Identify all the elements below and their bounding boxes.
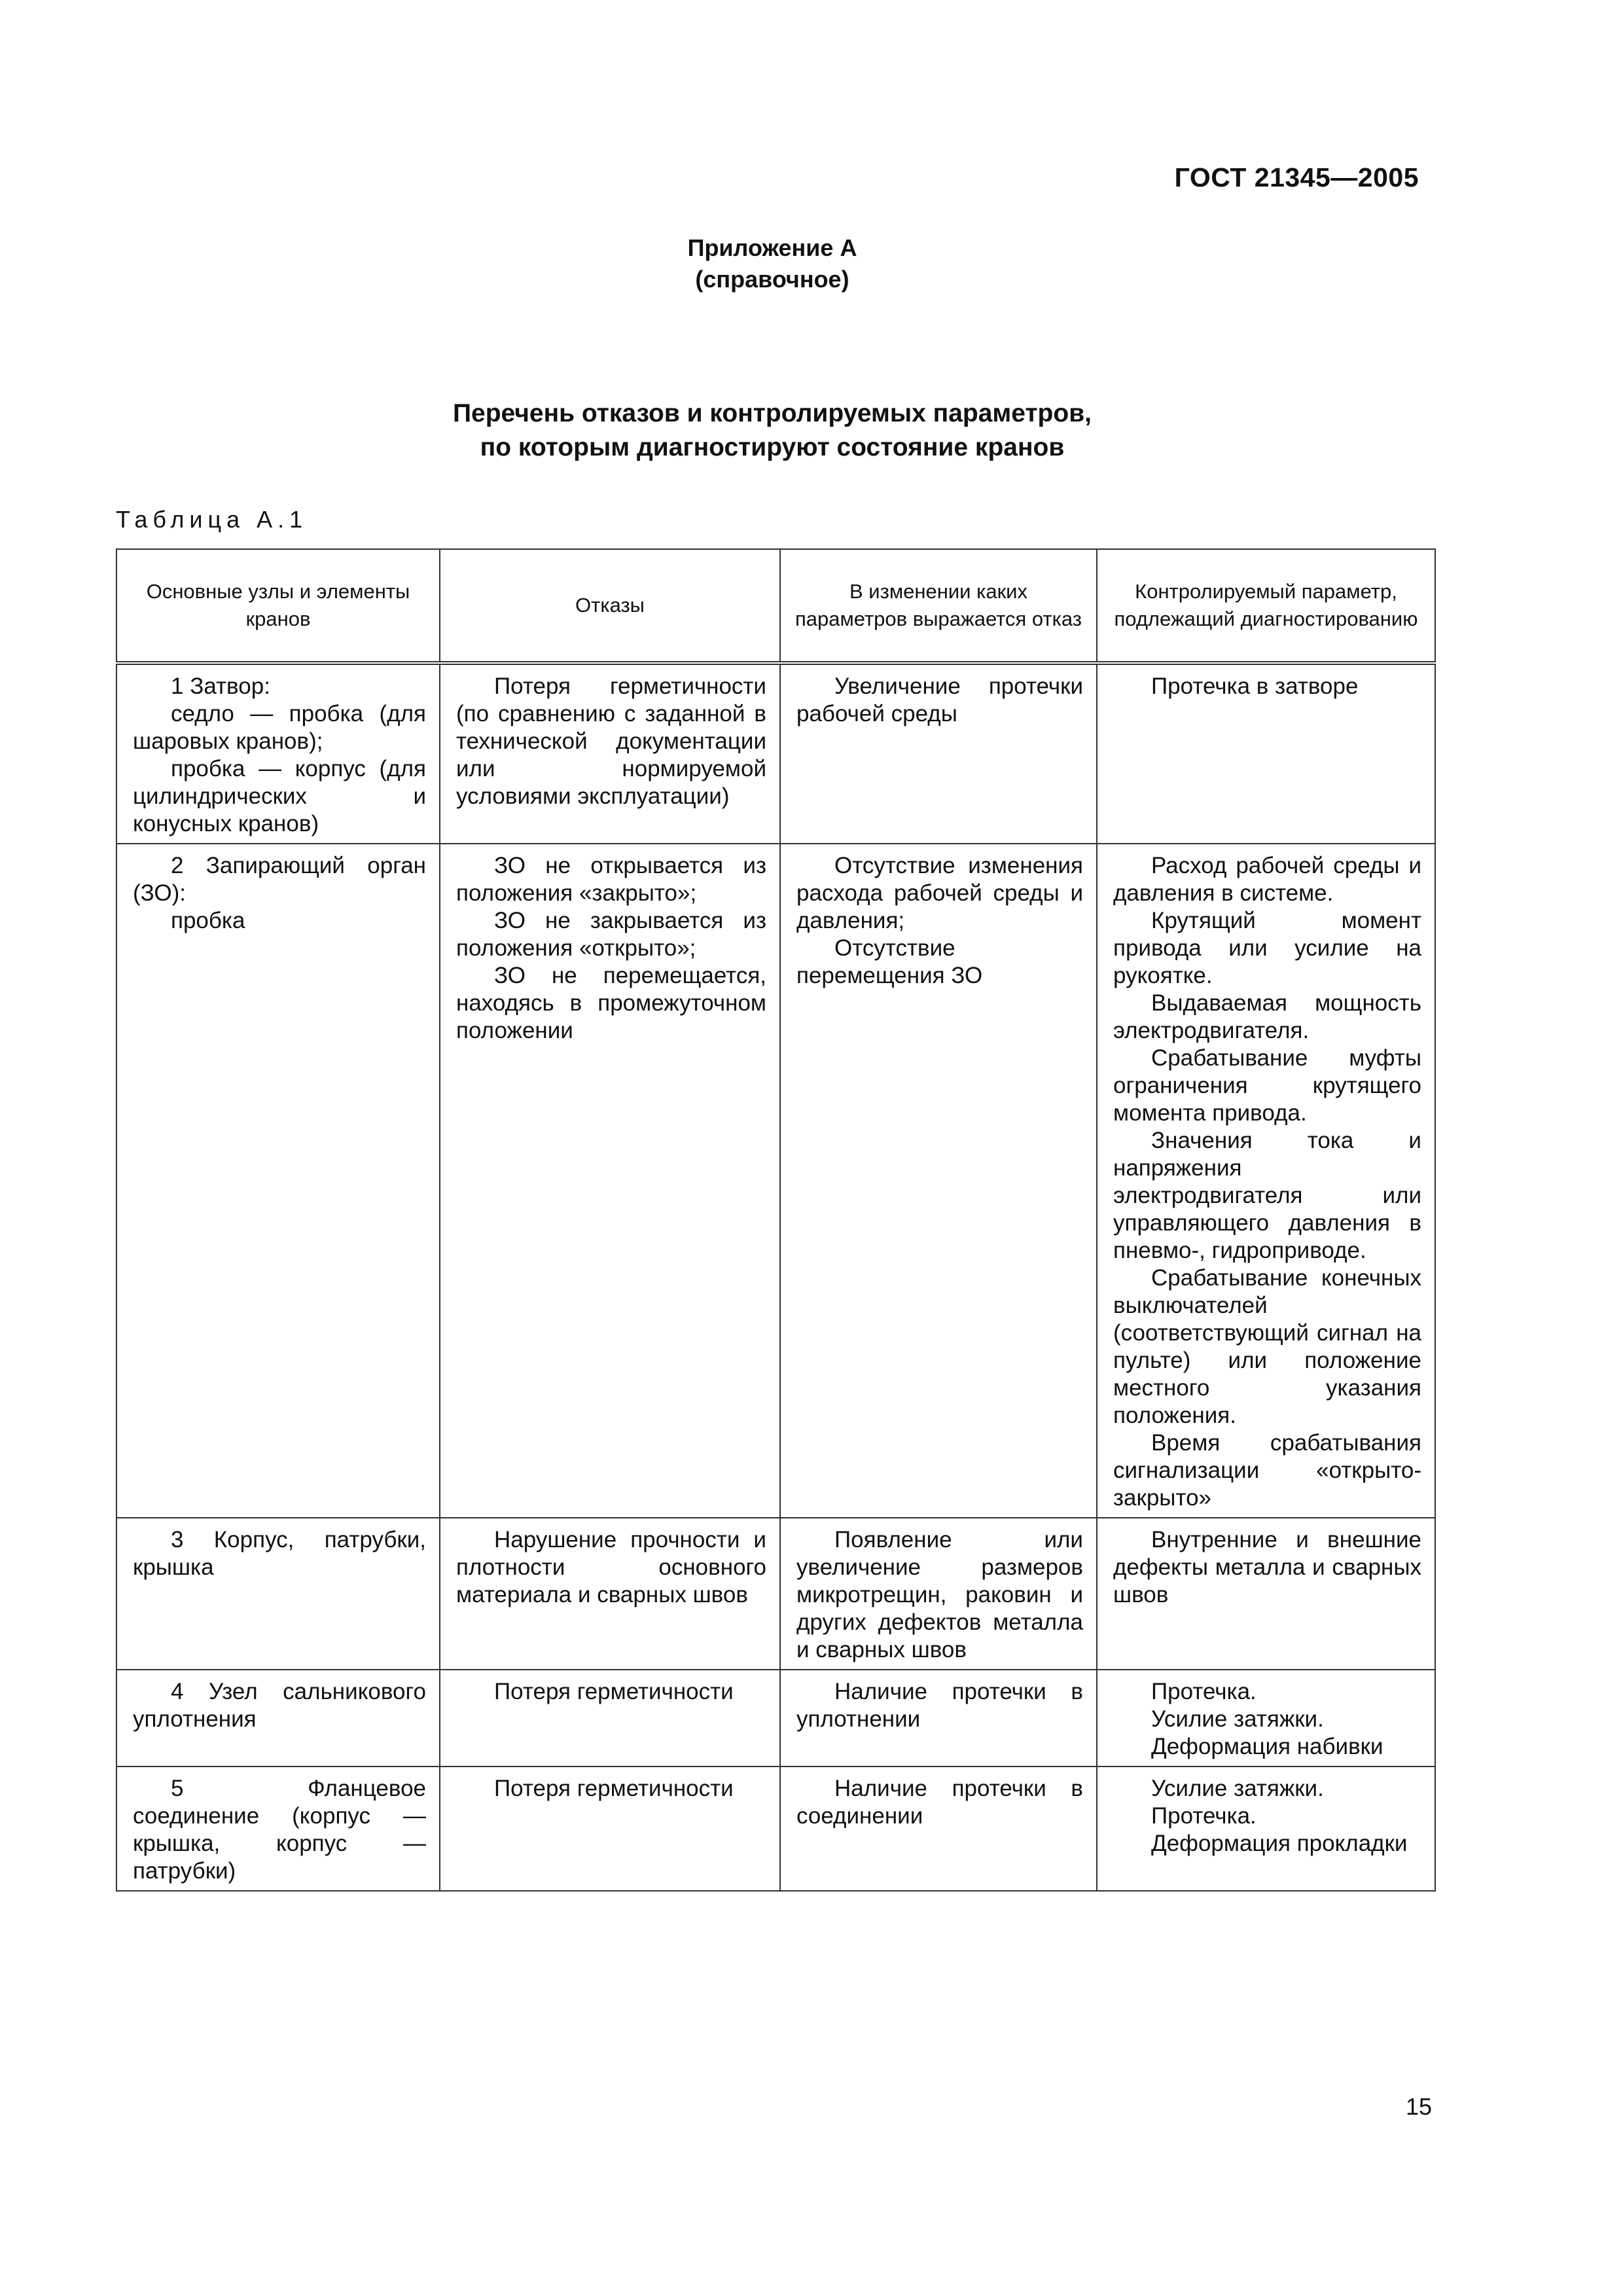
cell-paragraph: Наличие протечки в уплотнении bbox=[796, 1679, 1083, 1732]
cell-failures bbox=[440, 1767, 780, 1891]
cell-paragraph: Протечка. bbox=[1151, 1803, 1257, 1829]
cell-paragraph: Усилие затяжки. bbox=[1151, 1706, 1324, 1732]
cell-paragraph: Крутящий момент привода или усилие на рукоятке. bbox=[1113, 908, 1421, 988]
cell-paragraph: седло — пробка (для шаровых кранов); bbox=[133, 701, 426, 754]
cell-paragraph: Потеря герметичности bbox=[494, 1776, 734, 1801]
cell-parameter bbox=[1097, 1518, 1435, 1670]
table-row bbox=[116, 1670, 1435, 1767]
cell-paragraph: Деформация прокладки bbox=[1151, 1831, 1408, 1856]
cell-unit bbox=[116, 1518, 440, 1670]
cell-paragraph: Усилие затяжки. bbox=[1151, 1776, 1324, 1801]
table-header-row bbox=[116, 549, 1435, 663]
appendix-subtitle: (справочное) bbox=[695, 266, 849, 293]
cell-change bbox=[780, 663, 1097, 844]
cell-paragraph: 3 Корпус, патрубки, крышка bbox=[133, 1527, 426, 1580]
cell-failures bbox=[440, 844, 780, 1518]
cell-paragraph: 4 Узел сальникового уплотнения bbox=[133, 1679, 426, 1732]
header-parameter: Контролируемый параметр, подлежащий диагностированию bbox=[1097, 549, 1435, 663]
table-row bbox=[116, 1767, 1435, 1891]
table-heading-line-1: Перечень отказов и контролируемых параметров, bbox=[452, 399, 1092, 427]
cell-paragraph: Расход рабочей среды и давления в системе. bbox=[1113, 853, 1421, 906]
cell-paragraph: Протечка в затворе bbox=[1151, 673, 1359, 699]
cell-paragraph: 2 Запирающий орган (ЗО): bbox=[133, 853, 426, 906]
cell-paragraph: Потеря герметичности (по сравнению с заданной в технической документации или нормируемой условиями эксплуатации) bbox=[456, 673, 766, 809]
cell-unit bbox=[116, 1767, 440, 1891]
cell-unit bbox=[116, 844, 440, 1518]
cell-parameter bbox=[1097, 663, 1435, 844]
cell-paragraph: Отсутствие перемещения ЗО bbox=[796, 935, 983, 988]
header-failures: Отказы bbox=[440, 549, 780, 663]
cell-paragraph: Срабатывание конечных выключателей (соответствующий сигнал на пульте) или положение местного указания положения. bbox=[1113, 1265, 1421, 1428]
appendix-heading bbox=[0, 232, 1544, 295]
cell-change bbox=[780, 1518, 1097, 1670]
appendix-title: Приложение А bbox=[687, 234, 857, 261]
cell-paragraph: Время срабатывания сигнализации «открыто-закрыто» bbox=[1113, 1430, 1421, 1511]
table-heading-line-2: по которым диагностируют состояние кранов bbox=[480, 433, 1065, 461]
cell-change bbox=[780, 1767, 1097, 1891]
cell-paragraph: Срабатывание муфты ограничения крутящего момента привода. bbox=[1113, 1045, 1421, 1126]
table-caption: Таблица А.1 bbox=[116, 506, 308, 533]
failures-table bbox=[116, 548, 1436, 1892]
cell-parameter bbox=[1097, 844, 1435, 1518]
cell-failures bbox=[440, 1518, 780, 1670]
header-change: В изменении каких параметров выражается отказ bbox=[780, 549, 1097, 663]
cell-paragraph: Увеличение протечки рабочей среды bbox=[796, 673, 1083, 726]
cell-paragraph: пробка bbox=[171, 908, 245, 933]
cell-parameter bbox=[1097, 1670, 1435, 1767]
cell-paragraph: ЗО не перемещается, находясь в промежуточном положении bbox=[456, 963, 766, 1043]
table-body bbox=[116, 663, 1435, 1891]
header-unit: Основные узлы и элементы кранов bbox=[116, 549, 440, 663]
cell-paragraph: ЗО не открывается из положения «закрыто»; bbox=[456, 853, 766, 906]
cell-paragraph: Нарушение прочности и плотности основного материала и сварных швов bbox=[456, 1527, 766, 1607]
cell-change bbox=[780, 844, 1097, 1518]
table-row bbox=[116, 844, 1435, 1518]
cell-failures bbox=[440, 663, 780, 844]
table-row bbox=[116, 1518, 1435, 1670]
cell-paragraph: 5 Фланцевое соединение (корпус — крышка, корпус — патрубки) bbox=[133, 1776, 426, 1884]
cell-paragraph: Потеря герметичности bbox=[494, 1679, 734, 1704]
cell-paragraph: 1 Затвор: bbox=[171, 673, 270, 699]
cell-failures bbox=[440, 1670, 780, 1767]
page-number: 15 bbox=[1405, 2093, 1432, 2120]
cell-paragraph: Появление или увеличение размеров микротрещин, раковин и других дефектов металла и сварных швов bbox=[796, 1527, 1083, 1662]
cell-paragraph: Деформация набивки bbox=[1151, 1734, 1383, 1759]
document-code: ГОСТ 21345—2005 bbox=[1174, 162, 1419, 192]
failures-table-container bbox=[116, 548, 1435, 1892]
cell-paragraph: Внутренние и внешние дефекты металла и сварных швов bbox=[1113, 1527, 1421, 1607]
cell-change bbox=[780, 1670, 1097, 1767]
cell-parameter bbox=[1097, 1767, 1435, 1891]
cell-paragraph: Протечка. bbox=[1151, 1679, 1257, 1704]
table-heading bbox=[0, 397, 1544, 465]
cell-paragraph: Значения тока и напряжения электродвигателя или управляющего давления в пневмо-, гидроприводе. bbox=[1113, 1128, 1421, 1263]
cell-paragraph: пробка — корпус (для цилиндрических и конусных кранов) bbox=[133, 756, 426, 836]
cell-unit bbox=[116, 1670, 440, 1767]
cell-paragraph: ЗО не закрывается из положения «открыто»; bbox=[456, 908, 766, 961]
cell-paragraph: Выдаваемая мощность электродвигателя. bbox=[1113, 990, 1421, 1043]
table-row bbox=[116, 663, 1435, 844]
cell-paragraph: Наличие протечки в соединении bbox=[796, 1776, 1083, 1829]
cell-unit bbox=[116, 663, 440, 844]
cell-paragraph: Отсутствие изменения расхода рабочей среды и давления; bbox=[796, 853, 1083, 933]
